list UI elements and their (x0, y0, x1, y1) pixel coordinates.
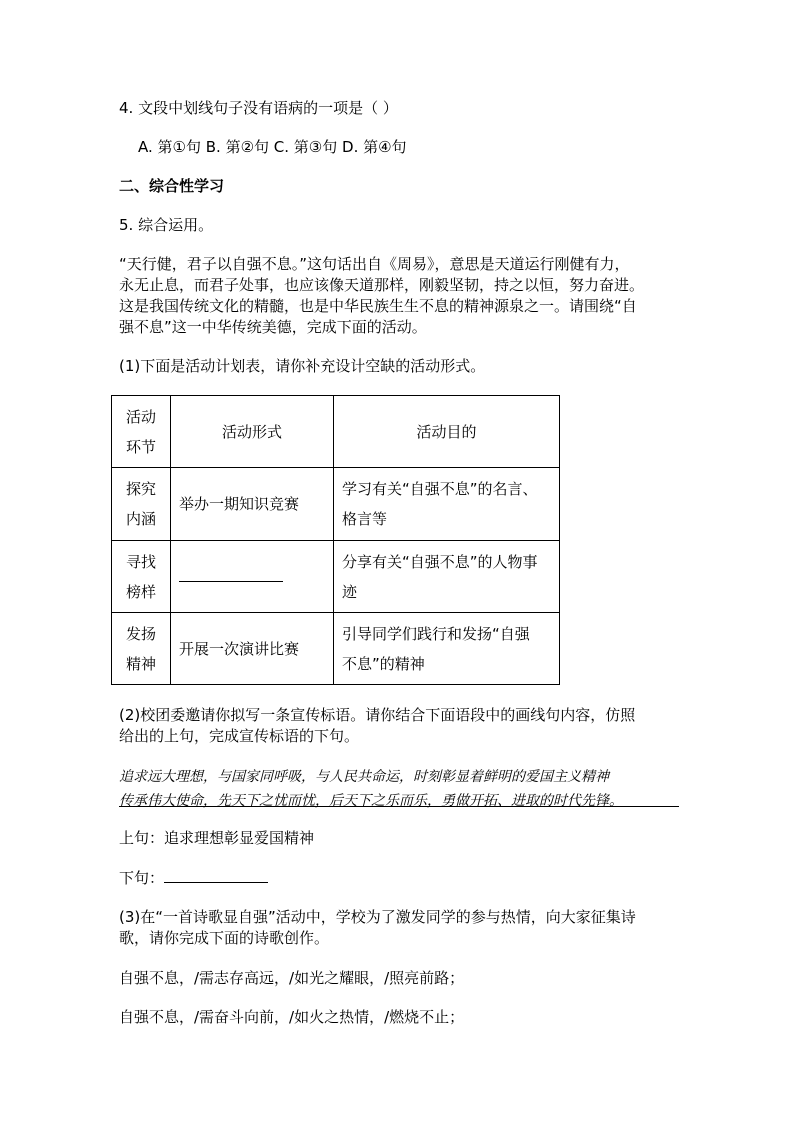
poem-line: 自强不息，/需奋斗向前，/如火之热情，/燃烧不止； (119, 1008, 465, 1026)
answer-blank[interactable] (164, 868, 268, 883)
table-row (112, 468, 560, 541)
answer-blank[interactable] (179, 567, 283, 582)
poem-line: 自强不息，/需志存高远，/如光之耀眼，/照亮前路； (119, 969, 465, 987)
question-5-title: 5. 综合运用。 (119, 216, 214, 234)
header-cell-stage: 活动 环节 (112, 396, 171, 468)
intro-line: 永无止息，而君子处事，也应该像天道那样，刚毅坚韧，持之以恒，努力奋进。 (119, 276, 645, 294)
intro-paragraph (119, 254, 679, 338)
part-3-prompt: (3)在“一首诗歌显自强”活动中，学校为了激发同学的参与热情，向大家征集诗 歌，请你完成下面的诗歌创作。 (119, 908, 636, 947)
table-row (112, 541, 560, 613)
form-cell-blank[interactable] (171, 541, 334, 613)
intro-line: “天行健，君子以自强不息。”这句话出自《周易》，意思是天道运行刚健有力， (119, 255, 630, 273)
passage-line: 追求远大理想，与国家同呼吸，与人民共命运，时刻彰显着鲜明的爱国主义精神 (119, 769, 609, 785)
passage-line: 传承伟大使命，先天下之忧而忧，后天下之乐而乐，勇做开拓、进取的时代先锋。 (119, 793, 623, 809)
part-2-prompt: (2)校团委邀请你拟写一条宣传标语。请你结合下面语段中的画线句内容，仿照 给出的上句，完成宣传标语的下句。 (119, 706, 636, 745)
form-cell: 举办一期知识竞赛 (171, 468, 334, 541)
stage-cell: 发扬 精神 (112, 613, 171, 685)
form-cell: 开展一次演讲比赛 (171, 613, 334, 685)
table-header-row (112, 396, 560, 468)
part-1-prompt: (1)下面是活动计划表，请你补充设计空缺的活动形式。 (119, 357, 486, 375)
stage-cell: 探究 内涵 (112, 468, 171, 541)
section-heading: 二、综合性学习 (119, 177, 225, 195)
stage-cell: 寻找 榜样 (112, 541, 171, 613)
intro-line: 这是我国传统文化的精髓，也是中华民族生生不息的精神源泉之一。请围绕“自 (119, 297, 637, 315)
underline-rule (119, 806, 679, 807)
header-cell-purpose: 活动目的 (334, 396, 560, 468)
question-4: 4. 文段中划线句子没有语病的一项是（ ） (119, 99, 398, 117)
upper-line: 上句：追求理想彰显爱国精神 (119, 829, 315, 847)
table-row (112, 613, 560, 685)
purpose-cell: 学习有关“自强不息”的名言、 格言等 (334, 468, 560, 541)
purpose-cell: 分享有关“自强不息”的人物事 迹 (334, 541, 560, 613)
header-cell-form: 活动形式 (171, 396, 334, 468)
intro-line: 强不息”这一中华传统美德，完成下面的活动。 (119, 318, 427, 336)
activity-plan-table (111, 395, 560, 685)
question-4-options: A. 第①句 B. 第②句 C. 第③句 D. 第④句 (138, 138, 407, 156)
lower-line: 下句： (119, 868, 268, 888)
purpose-cell: 引导同学们践行和发扬“自强 不息”的精神 (334, 613, 560, 685)
